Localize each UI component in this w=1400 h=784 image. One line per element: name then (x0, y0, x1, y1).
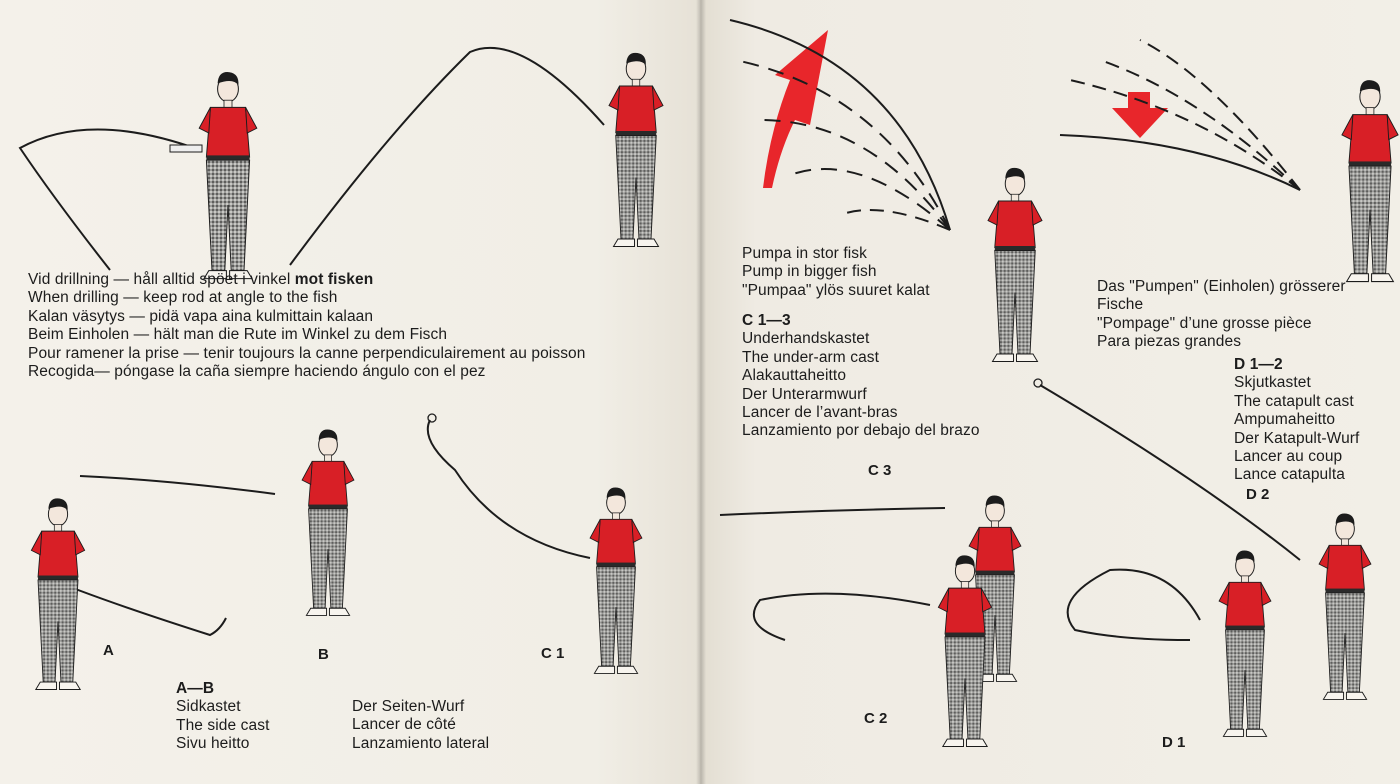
underarm-line: Underhandskastet (742, 330, 870, 348)
catapult-line: Ampumaheitto (1234, 411, 1336, 429)
drilling-line: Vid drillning — håll alltid spöet i vinkel mot fisken (28, 271, 374, 288)
label-c3: C 3 (868, 462, 892, 479)
label-a: A (103, 642, 114, 659)
side-cast-line: Lanzamiento lateral (352, 734, 490, 752)
fig-pump-1 (730, 20, 1042, 362)
underarm-text (742, 312, 980, 441)
catapult-line: The catapult cast (1234, 392, 1354, 410)
drilling-line: Kalan väsytys — pidä vapa aina kulmittain kalaan (28, 307, 374, 325)
side-cast-heading: A—B (176, 680, 215, 697)
catapult-heading: D 1—2 (1234, 356, 1283, 373)
drilling-text (28, 271, 586, 381)
label-d1: D 1 (1162, 734, 1186, 751)
pump-line: Pump in bigger fish (742, 263, 877, 281)
pump-line: Pumpa in stor fisk (742, 245, 867, 262)
label-c2: C 2 (864, 710, 888, 727)
fig-drilling-2 (290, 48, 663, 265)
pump-text-1 (742, 245, 930, 300)
fig-a (31, 498, 226, 689)
side-cast-line: Lancer de côté (352, 716, 456, 734)
side-cast-line: Sivu heitto (176, 735, 250, 753)
fig-d1 (1068, 551, 1271, 737)
underarm-line: Alakauttaheitto (742, 367, 847, 385)
side-cast-line: Der Seiten-Wurf (352, 698, 465, 715)
pump-line: "Pompage" d’une grosse pièce (1097, 314, 1312, 332)
pump-text-2 (1097, 278, 1346, 352)
catapult-line: Lancer au coup (1234, 447, 1343, 465)
label-c1: C 1 (541, 645, 565, 662)
drilling-line: Beim Einholen — hält man die Rute im Winkel zu dem Fisch (28, 326, 448, 344)
pump-line: Para piezas grandes (1097, 333, 1242, 351)
pump-line: Fische (1097, 296, 1144, 314)
fig-drilling-1 (20, 72, 257, 279)
catapult-line: Lance catapulta (1234, 466, 1345, 484)
side-cast-line: Sidkastet (176, 698, 241, 716)
fig-b (80, 430, 354, 616)
fig-c1 (428, 414, 642, 673)
fig-pump-2 (1060, 40, 1398, 282)
label-b: B (318, 646, 329, 663)
drilling-line: Pour ramener la prise — tenir toujours la canne perpendiculairement au poisson (28, 344, 586, 362)
catapult-line: Skjutkastet (1234, 374, 1311, 392)
pump-line: Das "Pumpen" (Einholen) grösserer (1097, 278, 1346, 295)
pump-line: "Pumpaa" ylös suuret kalat (742, 281, 930, 299)
side-cast-col2 (352, 698, 489, 753)
drilling-line: Recogida— póngase la caña siempre haciendo ángulo con el pez (28, 362, 486, 380)
drilling-line: When drilling — keep rod at angle to the fish (28, 289, 338, 307)
underarm-line: Lanzamiento por debajo del brazo (742, 422, 980, 440)
underarm-heading: C 1—3 (742, 312, 791, 329)
catapult-line: Der Katapult-Wurf (1234, 429, 1360, 447)
catapult-text (1234, 356, 1359, 485)
label-d2: D 2 (1246, 486, 1270, 503)
side-cast-col1 (176, 680, 269, 754)
underarm-line: Lancer de l’avant-bras (742, 403, 898, 421)
side-cast-line: The side cast (176, 716, 270, 734)
underarm-line: Der Unterarmwurf (742, 385, 867, 403)
underarm-line: The under-arm cast (742, 348, 880, 366)
